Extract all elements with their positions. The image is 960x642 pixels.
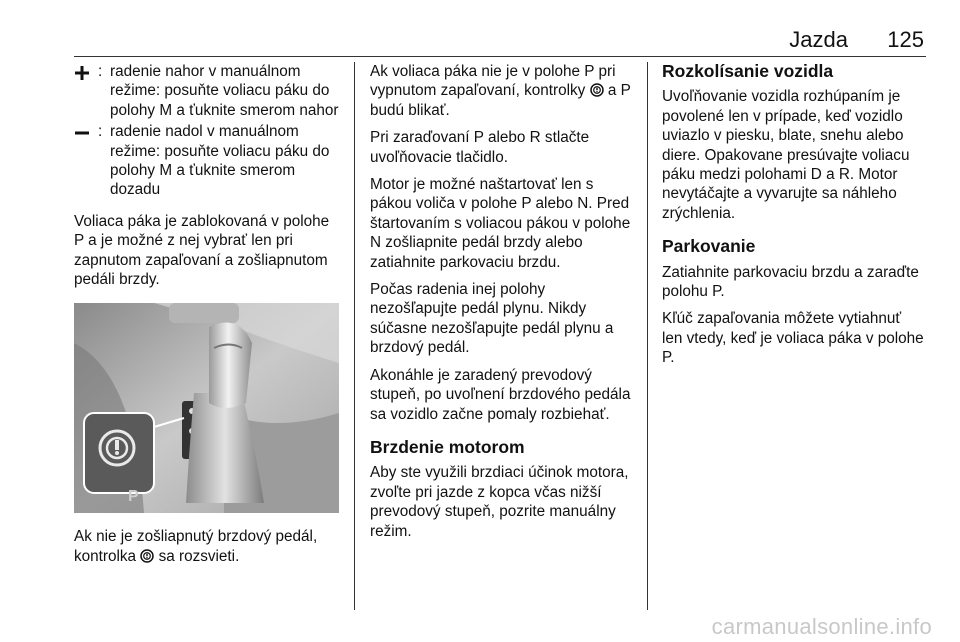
- list-colon: :: [98, 123, 103, 141]
- section-heading: Parkovanie: [662, 236, 756, 257]
- paragraph: Aby ste využili brzdiaci účinok motora, zvoľte pri jazde z kopca včas nižší prevodový stupeň, pozrite manuálny režim.: [370, 464, 629, 540]
- column-2: [370, 62, 636, 549]
- list-text: radenie nahor v manuálnom režime: posuňte voliacu páku do polohy M a ťuknite smerom nahor: [110, 63, 339, 119]
- watermark: carmanualsonline.info: [711, 614, 932, 639]
- list-item-upshift: [74, 62, 342, 120]
- paragraph: Zatiahnite parkovaciu brzdu a zaraďte polohu P.: [662, 263, 919, 301]
- section-title: Jazda: [789, 27, 848, 52]
- section-heading: Brzdenie motorom: [370, 436, 525, 457]
- paragraph: Pri zaraďovaní P alebo R stlačte uvoľňovacie tlačidlo.: [370, 129, 590, 166]
- section-heading: Rozkolísanie vozidla: [662, 61, 834, 81]
- paragraph: Počas radenia inej polohy nezošľapujte pedál plynu. Nikdy súčasne nezošľapujte pedál plynu a brzdový pedál.: [370, 281, 614, 357]
- minus-icon: [74, 125, 90, 141]
- list-colon: :: [98, 63, 103, 80]
- header-rule: [74, 56, 926, 57]
- paragraph: Uvoľňovanie vozidla rozhúpaním je povolené len v prípade, keď vozidlo uviazlo v piesku, blate, snehu alebo diere. Opakovane presúvajte voliacu páku medzi polohami D a R. Motor nevytáčajte a vyvarujte sa náhleho zrýchlenia.: [662, 88, 910, 222]
- paragraph: Voliaca páka je zablokovaná v polohe P a je možné z nej vybrať len pri zapnutom zapaľovaní a zošliapnutom pedáli brzdy.: [74, 212, 330, 289]
- list-text: radenie nadol v manuálnom režime: posuňte voliacu páku do polohy M a ťuknite smerom dozadu: [110, 123, 330, 199]
- svg-text:P: P: [128, 488, 139, 506]
- list-item-downshift: [74, 122, 342, 200]
- column-1: [74, 62, 342, 574]
- paragraph: Ak voliaca páka nie je v polohe P pri vypnutom zapaľovaní, kontrolky a P budú blikať.: [370, 63, 631, 119]
- brake-warning-icon: [140, 549, 154, 563]
- column-divider-1: [354, 62, 355, 610]
- paragraph: Akonáhle je zaradený prevodový stupeň, po uvoľnení brzdového pedála sa vozidlo začne pomaly rozbiehať.: [370, 366, 631, 423]
- paragraph: Ak nie je zošliapnutý brzdový pedál, kontrolka sa rozsvieti.: [74, 528, 318, 565]
- paragraph: Kľúč zapaľovania môžete vytiahnuť len vtedy, keď je voliaca páka v polohe P.: [662, 310, 924, 367]
- column-divider-2: [647, 62, 648, 610]
- gear-selector-photo: [74, 303, 339, 513]
- page-number: 125: [887, 27, 924, 52]
- plus-icon: [74, 65, 90, 81]
- brake-warning-icon: [590, 83, 604, 97]
- column-3: [662, 62, 924, 376]
- paragraph: Motor je možné naštartovať len s pákou voliča v polohe P alebo N. Pred štartovaním s voliacou pákou v polohe N zošliapnite pedál brzdy alebo zatiahnite parkovaciu brzdu.: [370, 176, 631, 271]
